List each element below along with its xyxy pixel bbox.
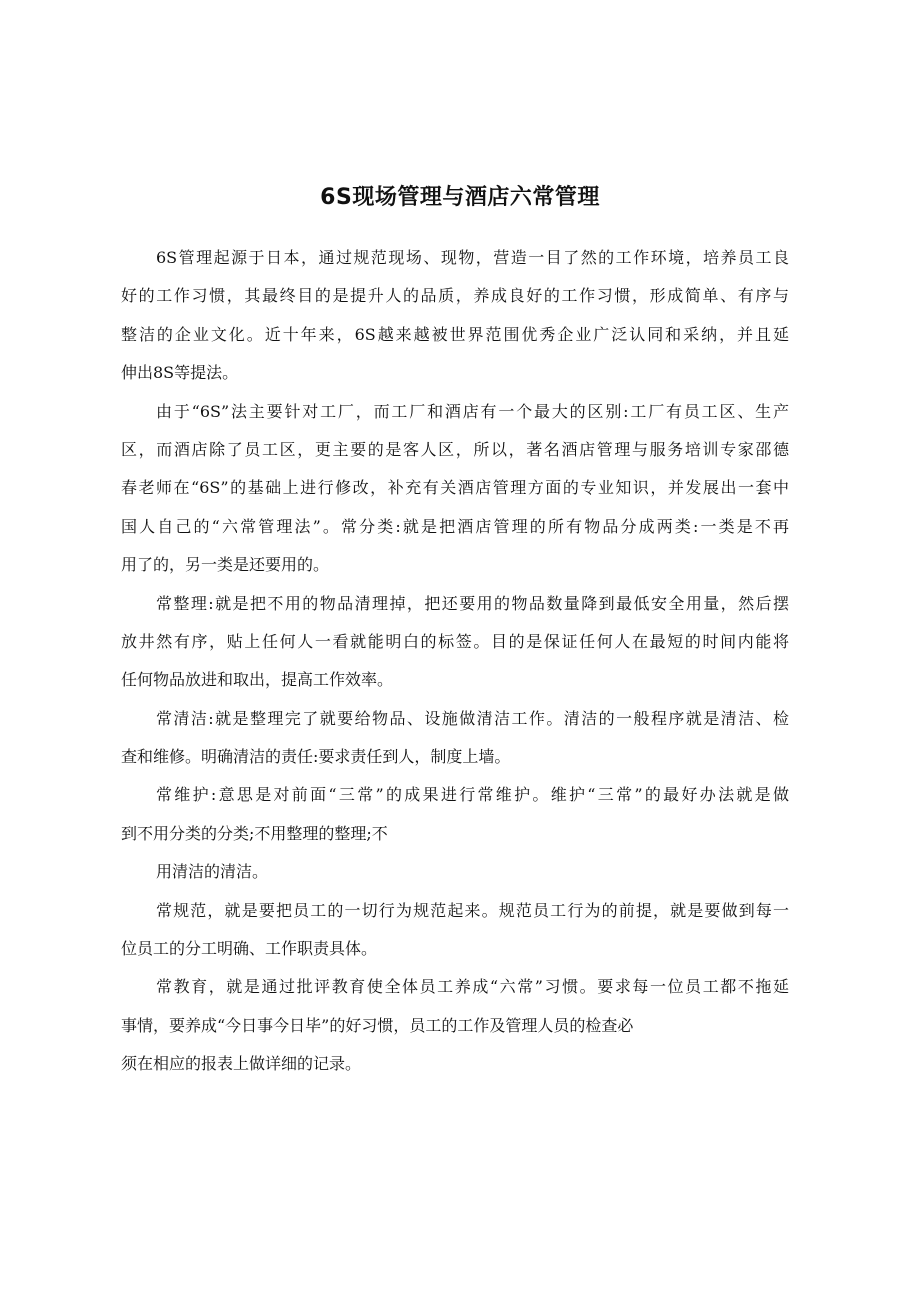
document-title: 6S现场管理与酒店六常管理 (320, 185, 600, 210)
paragraph-line: 好的工作习惯，其最终目的是提升人的品质，养成良好的工作习惯，形成简单、有序与 (121, 286, 789, 306)
paragraph-line: 国人自己的“六常管理法”。常分类:就是把酒店管理的所有物品分成两类:一类是不再 (121, 516, 789, 536)
paragraph-line: 放井然有序，贴上任何人一看就能明白的标签。目的是保证任何人在最短的时间内能将 (121, 631, 789, 651)
paragraph-line: 须在相应的报表上做详细的记录。 (121, 1054, 362, 1074)
paragraph-line: 伸出8S等提法。 (121, 363, 239, 383)
paragraph-line: 常规范，就是要把员工的一切行为规范起来。规范员工行为的前提，就是要做到每一 (156, 900, 789, 920)
paragraph-line: 用了的，另一类是还要用的。 (121, 555, 330, 575)
paragraph-line: 任何物品放进和取出，提高工作效率。 (121, 670, 394, 690)
paragraph-line: 常清洁:就是整理完了就要给物品、设施做清洁工作。清洁的一般程序就是清洁、检 (156, 708, 789, 728)
paragraph-line: 6S管理起源于日本，通过规范现场、现物，营造一目了然的工作环境，培养员工良 (156, 248, 789, 267)
paragraph-line: 春老师在“6S”的基础上进行修改，补充有关酒店管理方面的专业知识，并发展出一套中 (121, 478, 789, 498)
paragraph-line: 事情，要养成“今日事今日毕”的好习惯，员工的工作及管理人员的检查必 (121, 1015, 634, 1035)
paragraph-line: 整洁的企业文化。近十年来，6S越来越被世界范围优秀企业广泛认同和采纳，并且延 (121, 324, 789, 344)
paragraph-line: 由于“6S”法主要针对工厂，而工厂和酒店有一个最大的区别:工厂有员工区、生产 (156, 401, 789, 421)
paragraph-line: 用清洁的清洁。 (156, 862, 269, 882)
document-body (121, 244, 789, 1089)
paragraph-line: 到不用分类的分类;不用整理的整理;不 (121, 823, 388, 843)
paragraph-line: 查和维修。明确清洁的责任:要求责任到人，制度上墙。 (121, 747, 511, 767)
paragraph-line: 位员工的分工明确、工作职责具体。 (121, 939, 378, 959)
paragraph-line: 区，而酒店除了员工区，更主要的是客人区，所以，著名酒店管理与服务培训专家邵德 (121, 439, 789, 459)
paragraph-line: 常维护:意思是对前面“三常”的成果进行常维护。维护“三常”的最好办法就是做 (156, 785, 789, 805)
paragraph-line: 常教育，就是通过批评教育使全体员工养成“六常”习惯。要求每一位员工都不拖延 (156, 977, 789, 997)
paragraph-line: 常整理:就是把不用的物品清理掉，把还要用的物品数量降到最低安全用量，然后摆 (156, 593, 789, 613)
